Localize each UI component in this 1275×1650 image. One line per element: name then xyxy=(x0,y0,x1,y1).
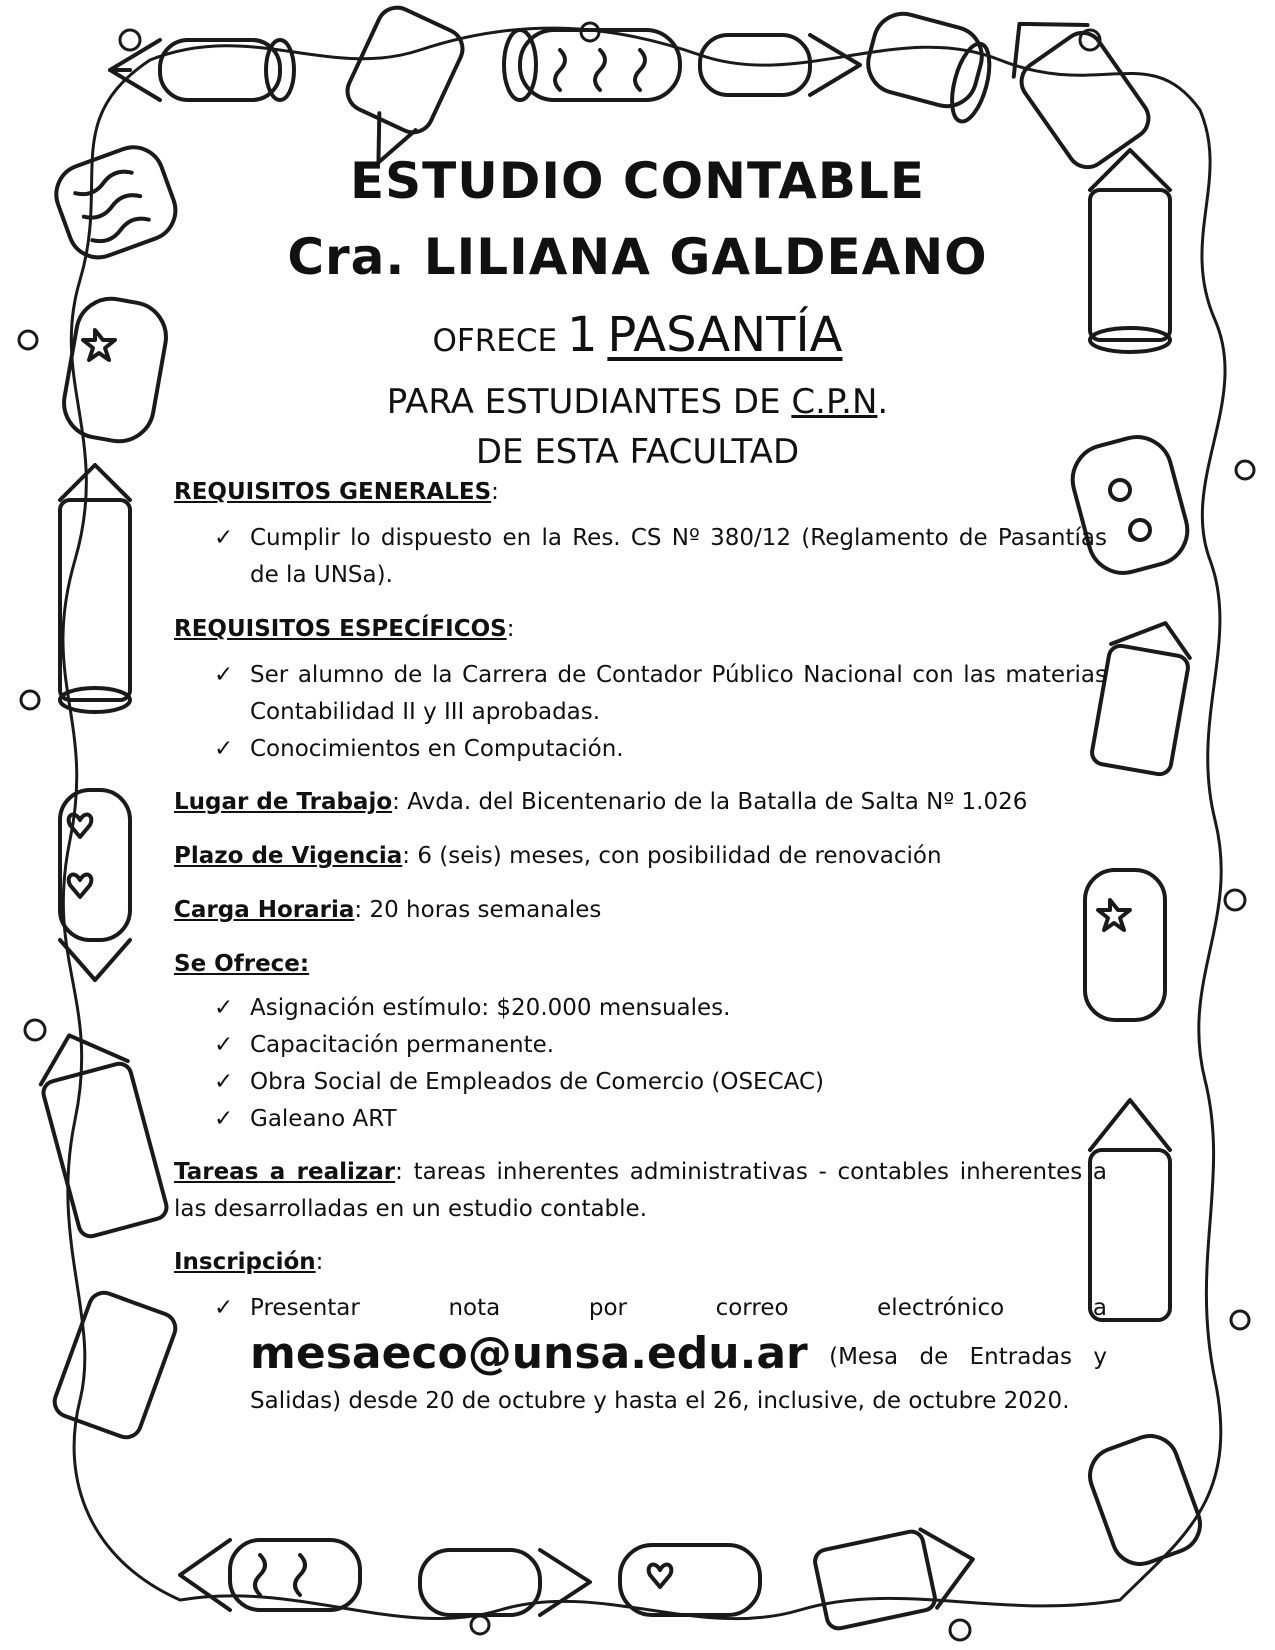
list-item xyxy=(214,990,1107,1027)
target-students-line xyxy=(0,382,1275,422)
specific-requirements-heading xyxy=(174,611,1107,648)
list-item-text: Galeano ART xyxy=(250,1106,397,1132)
workplace-label: Lugar de Trabajo xyxy=(174,789,393,815)
workload-value: : 20 horas semanales xyxy=(354,897,602,923)
check-icon: ✓ xyxy=(214,1295,234,1321)
list-item-text: Ser alumno de la Carrera de Contador Público Nacional con las materias Contabilidad II y III aprobadas. xyxy=(250,662,1107,725)
list-item xyxy=(214,731,1107,768)
word: a xyxy=(1092,1295,1107,1321)
offered-benefits-heading xyxy=(174,946,1107,983)
word: correo xyxy=(715,1295,789,1321)
tasks-label: Tareas a realizar xyxy=(174,1159,396,1185)
career-acronym: C.P.N xyxy=(791,382,878,422)
duration-label: Plazo de Vigencia xyxy=(174,843,403,869)
word: Presentar xyxy=(250,1295,360,1321)
registration-heading xyxy=(174,1244,1107,1281)
duration-line xyxy=(174,838,1107,875)
check-icon: ✓ xyxy=(214,995,234,1021)
general-requirements-colon: : xyxy=(491,479,499,505)
registration-label: Inscripción xyxy=(174,1249,316,1275)
specific-requirements-colon: : xyxy=(506,616,515,642)
list-item-text: Capacitación permanente. xyxy=(250,1032,555,1058)
offer-line xyxy=(0,307,1275,363)
workplace-value: : Avda. del Bicentenario de la Batalla de Salta Nº 1.026 xyxy=(392,789,1028,815)
firm-title: ESTUDIO CONTABLE xyxy=(350,152,925,210)
faculty-line: DE ESTA FACULTAD xyxy=(475,432,800,472)
list-item-text: Obra Social de Empleados de Comercio (OSECAC) xyxy=(250,1069,825,1095)
registration-colon: : xyxy=(315,1249,324,1275)
general-requirements-heading xyxy=(174,474,1107,511)
list-item-text: Conocimientos en Computación. xyxy=(250,736,624,762)
list-item-text: Cumplir lo dispuesto en la Res. CS Nº 380/12 (Reglamento de Pasantías de la UNSa). xyxy=(250,525,1107,588)
general-requirements-label: REQUISITOS GENERALES xyxy=(174,479,492,505)
word: electrónico xyxy=(877,1295,1005,1321)
check-icon: ✓ xyxy=(214,1069,234,1095)
duration-value: : 6 (seis) meses, con posibilidad de renovación xyxy=(402,843,942,869)
registration-details-text xyxy=(250,1328,1107,1423)
check-icon: ✓ xyxy=(214,662,234,688)
list-item-text: Asignación estímulo: $20.000 mensuales. xyxy=(250,995,731,1021)
check-icon: ✓ xyxy=(214,736,234,762)
list-item xyxy=(214,1064,1107,1101)
offered-benefits-label: Se Ofrece: xyxy=(174,951,310,977)
accountant-name: Cra. LILIANA GALDEANO xyxy=(287,228,988,286)
offer-prefix: OFRECE xyxy=(432,323,558,359)
registration-first-line xyxy=(250,1290,1107,1327)
workplace-line xyxy=(174,784,1107,821)
word: por xyxy=(588,1295,627,1321)
check-icon: ✓ xyxy=(214,1106,234,1132)
check-icon: ✓ xyxy=(214,1032,234,1058)
specific-requirements-label: REQUISITOS ESPECÍFICOS xyxy=(174,616,507,642)
list-item xyxy=(214,520,1107,594)
workload-label: Carga Horaria xyxy=(174,897,355,923)
tasks-value: : tareas inherentes administrativas - contables inherentes a las desarrolladas en un estudio contable. xyxy=(174,1159,1108,1222)
word: nota xyxy=(448,1295,501,1321)
workload-line xyxy=(174,892,1107,929)
target-suffix: . xyxy=(877,382,889,422)
registration-rest: (Mesa de Entradas y Salidas) desde 20 de octubre y hasta el 26, inclusive, de octubre 2020. xyxy=(250,1344,1107,1414)
offer-number: 1 xyxy=(566,307,598,363)
list-item xyxy=(214,1027,1107,1064)
list-item xyxy=(214,657,1107,731)
target-prefix: PARA ESTUDIANTES DE xyxy=(386,382,792,422)
registration-item xyxy=(214,1290,1107,1327)
tasks-paragraph xyxy=(174,1154,1107,1228)
list-item xyxy=(214,1101,1107,1138)
registration-details xyxy=(214,1328,1107,1423)
offer-word: PASANTÍA xyxy=(607,307,843,363)
registration-email: mesaeco@unsa.edu.ar xyxy=(250,1328,808,1379)
check-icon: ✓ xyxy=(214,525,234,551)
